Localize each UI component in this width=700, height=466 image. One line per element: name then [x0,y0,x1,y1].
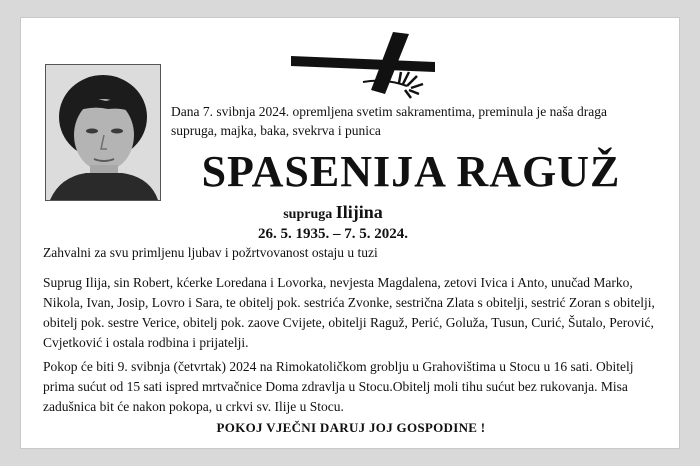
thanks-line: Zahvalni za svu primljenu ljubav i požrtvovanost ostaju u tuzi [43,245,378,260]
life-dates: 26. 5. 1935. – 7. 5. 2024. [258,226,408,242]
deceased-name: SPASENIJA RAGUŽ [201,147,621,196]
cross-with-palm-icon [289,28,437,100]
funeral-paragraph: Pokop će biti 9. svibnja (četvrtak) 2024 na Rimokatoličkom groblju u Grahovištima u Stocu u 16 sati. Obitelj prima sućut od 15 sati ispred mrtvačnice Doma zdravlja u Stocu.Obitelj moli tihu sućut bez rukovanja. Misa zadušnica bit će nakon pokopa, u crkvi sv. Ilije u Stocu. [43,359,634,414]
portrait-photo-image [46,65,160,200]
spouse-line [171,202,495,225]
closing-prayer: POKOJ VJEČNI DARUJ JOJ GOSPODINE ! [216,420,486,435]
spouse-name: Ilijina [335,202,383,222]
intro-text: Dana 7. svibnja 2024. opremljena svetim sakramentima, preminula je naša draga supruga, majka, baka, svekrva i punica [171,104,607,138]
portrait-photo [45,64,161,201]
obituary-card [20,17,680,449]
spouse-prefix: supruga [283,207,333,222]
family-paragraph: Suprug Ilija, sin Robert, kćerke Loredana i Lovorka, nevjesta Magdalena, zetovi Ivica i Anto, unučad Marko, Nikola, Ivan, Josip, Lovro i Sara, te obitelj pok. sestrića Zvonke, sestrična Zlata s obitelji, sestrić Zoran s obitelji, obitelj pok. sestre Verice, obitelj pok. zaove Cvijete, obitelji Raguž, Perić, Goluža, Tusun, Curić, Šutalo, Perović, Cvjetković i ostala rodbina i prijatelji. [43,275,655,350]
